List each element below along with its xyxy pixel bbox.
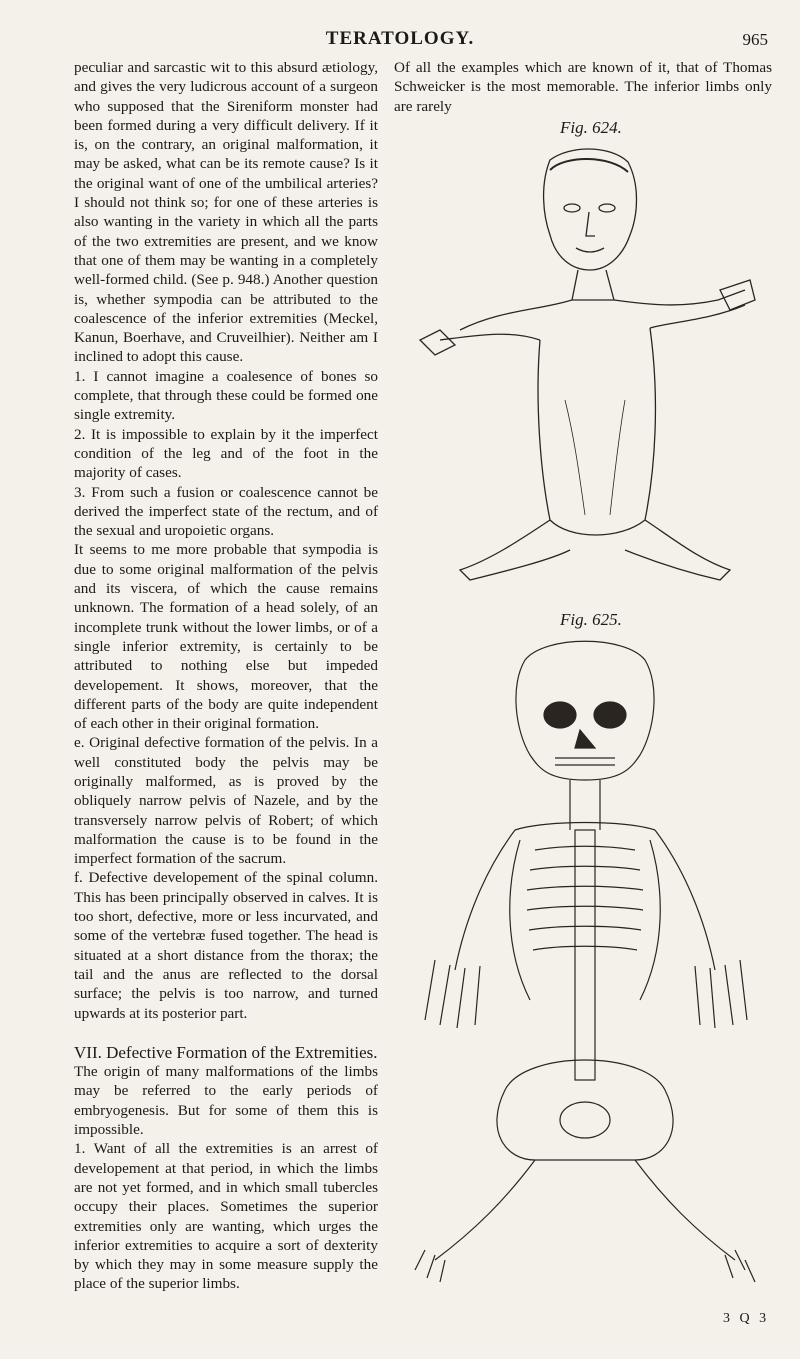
page-number: 965 xyxy=(742,30,768,49)
figure-caption-624: Fig. 624. xyxy=(560,118,622,137)
figure-624-illustration xyxy=(400,140,760,590)
paragraph: 3. From such a fusion or coalescence cannot be derived the imperfect state of the rectum, and of the sexual and uropoietic organs. xyxy=(74,483,378,540)
signature-mark: 3 Q 3 xyxy=(723,1311,770,1326)
paragraph: e. Original defective formation of the pelvis. In a well constituted body the pelvis may be originally malformed, as is proved by the obliquely narrow pelvis of Nazele, and by the transversely narrow pelvis of Robert; of which malformation the cause is to be found in the imperfect formation of the sacrum. xyxy=(74,734,378,868)
paragraph: 1. Want of all the extremities is an arrest of developement at that period, in which the limbs are not yet formed, and in which small tubercles occupy their places. Sometimes the superior extremities only are wanting, which urges the inferior extremities to acquire a sort of dexterity by which they may in some measure supply the place of the superior limbs. xyxy=(74,1140,378,1293)
section-heading: VII. Defective Formation of the Extremities. xyxy=(74,1042,378,1062)
paragraph: It seems to me more probable that sympodia is due to some original malformation of the pelvis and its viscera, of which the cause remains unknown. The formation of a head solely, of an incomplete trunk without the lower limbs, or of a single inferior extremity, is certainly to be attributed to nothing else but impeded developement. It shows, moreover, that the different parts of the body are quite independent of each other in their original formation. xyxy=(74,541,378,733)
figure-625-illustration xyxy=(395,630,775,1310)
paragraph: f. Defective developement of the spinal column. This has been principally observed in calves. It is too short, defective, more or less incurvated, and some of the vertebræ fused together. The head is situated at a short distance from the thorax; the tail and the anus are reflected to the dorsal surface; the pelvis is too narrow, and turned upwards at its posterior part. xyxy=(74,869,378,1022)
running-title: TERATOLOGY. xyxy=(325,28,475,49)
right-column-text xyxy=(394,58,772,116)
paragraph: 2. It is impossible to explain by it the imperfect condition of the leg and of the foot in the majority of cases. xyxy=(74,425,378,482)
paragraph: 1. I cannot imagine a coalesence of bones so complete, that through these could be formed one single extremity. xyxy=(74,367,378,424)
paragraph: Of all the examples which are known of it, that of Thomas Schweicker is the most memorable. The inferior limbs only are rarely xyxy=(394,59,772,115)
paragraph: The origin of many malformations of the limbs may be referred to the early periods of embryogenesis. But for some of them this is impossible. xyxy=(74,1063,378,1139)
left-column xyxy=(74,58,378,1294)
paragraph: peculiar and sarcastic wit to this absurd ætiology, and gives the very ludicrous account of a surgeon who supposed that the Sireniform monster had been formed during a very difficult delivery. If it is, on the contrary, an original malformation, it may be asked, what can be its remote cause? Is it the original want of one of the umbilical arteries? I should not think so; for one of these arteries is also wanting in the variety in which all the parts of the two extremities are present, and we know that one of them may be wanting in a completely well-formed child. (See p. 948.) Another question is, whether sympodia can be attributed to the coalescence of the inferior extremities (Meckel, Kanun, Boerhave, and Cruveilhier). Neither am I inclined to adopt this cause. xyxy=(74,59,378,366)
figure-caption-625: Fig. 625. xyxy=(560,610,622,629)
